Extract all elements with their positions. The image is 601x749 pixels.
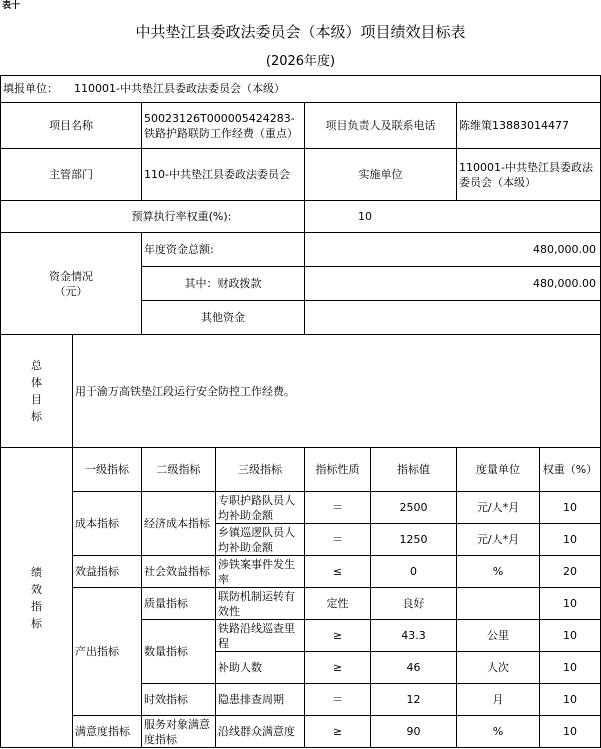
- indicator-nature: ≥: [305, 716, 371, 748]
- indicator-name: 沿线群众满意度: [216, 716, 305, 748]
- indicator-weight: 10: [540, 684, 601, 716]
- group-output: 产出指标: [73, 588, 142, 716]
- indicator-name: 铁路沿线巡查里程: [216, 620, 305, 652]
- indicator-nature: ≤: [305, 556, 371, 588]
- reporting-unit-row: [0, 75, 601, 103]
- header-level1: 一级指标: [73, 448, 142, 492]
- funds-total-value: 480,000.00: [305, 233, 601, 267]
- subgroup-service: 服务对象满意度指标: [142, 716, 216, 748]
- indicator-value: 2500: [371, 492, 457, 524]
- reporting-unit-label: 填报单位：: [3, 82, 58, 95]
- indicator-nature: 定性: [305, 588, 371, 620]
- indicator-value: 良好: [371, 588, 457, 620]
- table-row: [1, 588, 601, 620]
- subgroup-social: 社会效益指标: [142, 556, 216, 588]
- indicator-weight: 10: [540, 620, 601, 652]
- page-title: 中共垫江县委政法委员会（本级）项目绩效目标表: [135, 23, 466, 41]
- indicator-value: 46: [371, 652, 457, 684]
- indicator-name: 专职护路队员人均补助金额: [216, 492, 305, 524]
- funds-other-value: [305, 301, 601, 335]
- indicator-name: 涉铁案事件发生率: [216, 556, 305, 588]
- indicator-nature: ≥: [305, 620, 371, 652]
- indicator-unit: 公里: [457, 620, 540, 652]
- table-row: [1, 556, 601, 588]
- indicator-value: 12: [371, 684, 457, 716]
- indicator-name: 乡镇巡逻队员人均补助金额: [216, 524, 305, 556]
- header-value: 指标值: [371, 448, 457, 492]
- indicator-unit: 月: [457, 684, 540, 716]
- indicator-name: 联防机制运转有效性: [216, 588, 305, 620]
- indicator-unit: 元/人*月: [457, 492, 540, 524]
- indicator-name: 补助人数: [216, 652, 305, 684]
- supervising-dept-label: 主管部门: [1, 149, 142, 201]
- indicator-value: 90: [371, 716, 457, 748]
- indicator-unit: 人次: [457, 652, 540, 684]
- execution-weight-row: [1, 201, 601, 233]
- indicator-nature: ≥: [305, 652, 371, 684]
- implementing-unit-label: 实施单位: [305, 149, 457, 201]
- indicator-unit: 元/人*月: [457, 524, 540, 556]
- subgroup-quantity: 数量指标: [142, 620, 216, 684]
- indicator-unit: [457, 588, 540, 620]
- table-row: [1, 492, 601, 524]
- funds-fiscal-label: 其中：财政拨款: [142, 267, 305, 301]
- funds-total-label: 年度资金总额:: [142, 233, 305, 267]
- overall-goal-row: [1, 335, 601, 448]
- table-number-label: 表十: [2, 1, 21, 11]
- performance-target-table: [0, 102, 601, 748]
- indicator-value: 1250: [371, 524, 457, 556]
- reporting-unit-value: 110001-中共垫江县委政法委员会（本级）: [74, 82, 285, 95]
- project-owner-label: 项目负责人及联系电话: [305, 103, 457, 149]
- subgroup-quality: 质量指标: [142, 588, 216, 620]
- indicator-nature: ＝: [305, 492, 371, 524]
- execution-weight-label: 预算执行率权重(%):: [1, 201, 305, 233]
- subgroup-econ-cost: 经济成本指标: [142, 492, 216, 556]
- indicator-weight: 10: [540, 716, 601, 748]
- header-level2: 二级指标: [142, 448, 216, 492]
- indicator-weight: 10: [540, 588, 601, 620]
- subgroup-timeliness: 时效指标: [142, 684, 216, 716]
- indicator-weight: 10: [540, 492, 601, 524]
- department-row: [1, 149, 601, 201]
- execution-weight-number: 10: [358, 210, 373, 223]
- funds-total-row: [1, 233, 601, 267]
- project-owner-value: 陈维策13883014477: [457, 103, 601, 149]
- indicator-weight: 20: [540, 556, 601, 588]
- project-name-label: 项目名称: [1, 103, 142, 149]
- funds-other-label: 其他资金: [142, 301, 305, 335]
- implementing-unit-value: 110001-中共垫江县委政法委员会（本级）: [457, 149, 601, 201]
- indicator-name: 隐患排查周期: [216, 684, 305, 716]
- indicator-unit: %: [457, 716, 540, 748]
- funds-fiscal-value: 480,000.00: [305, 267, 601, 301]
- header-nature: 指标性质: [305, 448, 371, 492]
- table-row: [1, 716, 601, 748]
- indicator-value: 43.3: [371, 620, 457, 652]
- group-benefit: 效益指标: [73, 556, 142, 588]
- header-weight: 权重（%）: [540, 448, 601, 492]
- group-satisfaction: 满意度指标: [73, 716, 142, 748]
- project-name-row: [1, 103, 601, 149]
- year-label: (2026年度): [265, 54, 336, 69]
- overall-goal-label: 总 体 目 标: [1, 335, 73, 448]
- overall-goal-text: 用于渝万高铁垫江段运行安全防控工作经费。: [73, 335, 601, 448]
- indicator-unit: %: [457, 556, 540, 588]
- project-name-value: 50023126T000005424283-铁路护路联防工作经费（重点）: [142, 103, 305, 149]
- group-cost: 成本指标: [73, 492, 142, 556]
- header-unit: 度量单位: [457, 448, 540, 492]
- indicator-weight: 10: [540, 524, 601, 556]
- header-level3: 三级指标: [216, 448, 305, 492]
- execution-weight-value: [305, 201, 601, 233]
- indicator-header-row: [1, 448, 601, 492]
- indicator-weight: 10: [540, 652, 601, 684]
- funds-label: 资金情况 （元）: [1, 233, 142, 335]
- performance-indicator-label: 绩 效 指 标: [1, 448, 73, 748]
- indicator-nature: ＝: [305, 524, 371, 556]
- indicator-nature: ＝: [305, 684, 371, 716]
- supervising-dept-value: 110-中共垫江县委政法委员会: [142, 149, 305, 201]
- indicator-value: 0: [371, 556, 457, 588]
